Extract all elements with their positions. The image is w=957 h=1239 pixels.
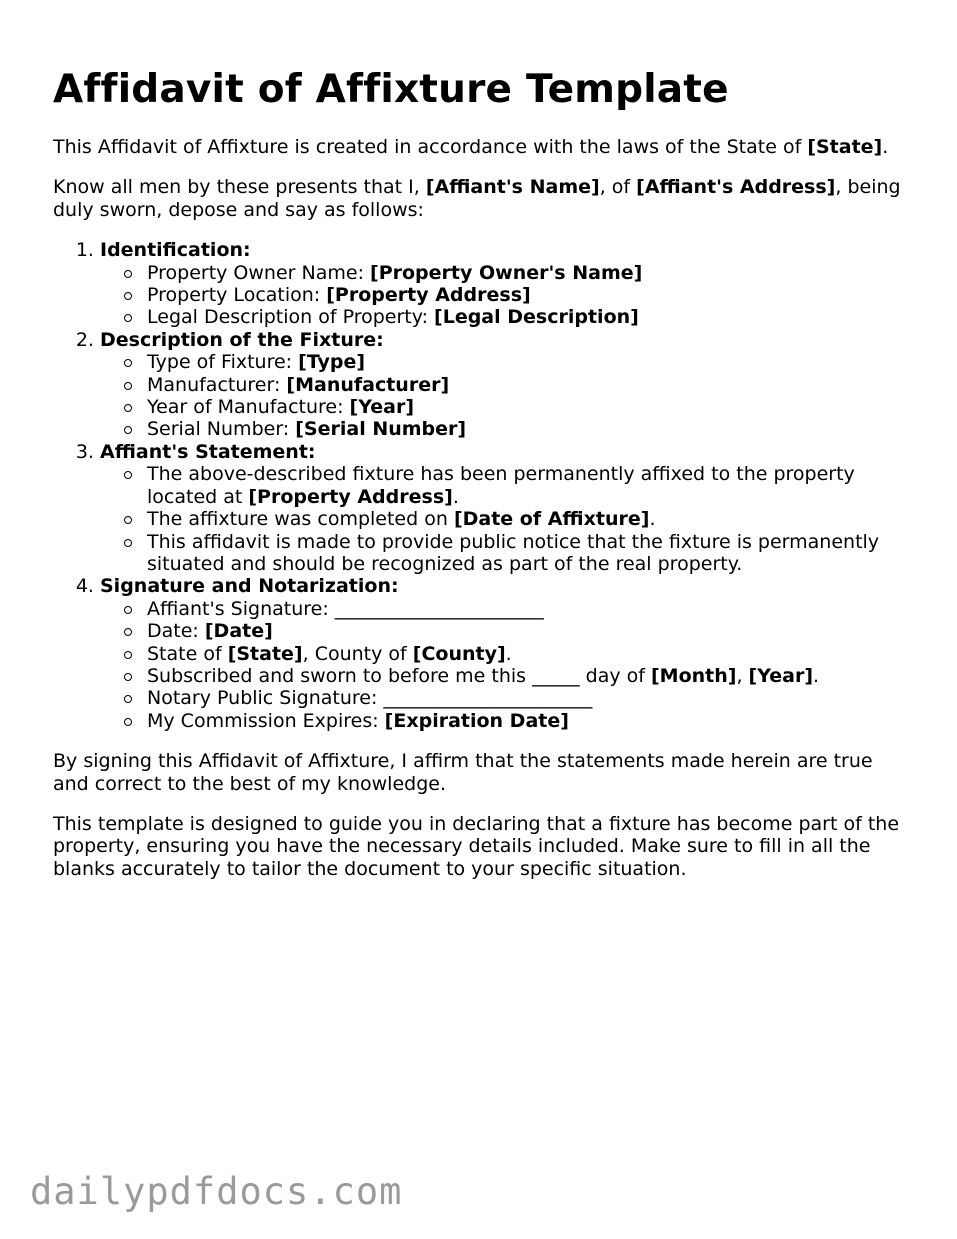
list-item: [147, 262, 913, 284]
list-item: [147, 306, 913, 328]
item-label: Year of Manufacture:: [147, 396, 350, 419]
list-item: [147, 463, 913, 508]
item-end: .: [649, 508, 656, 531]
item-placeholder: [Date of Affixture]: [453, 508, 650, 531]
item-placeholder: [State]: [227, 642, 303, 665]
document-page: [53, 66, 913, 898]
item-placeholder: [Manufacturer]: [286, 373, 450, 396]
item-placeholder: [Year]: [748, 664, 814, 687]
item-text: , County of: [302, 642, 413, 665]
item-end: .: [505, 642, 512, 665]
list-item: [147, 665, 913, 687]
item-text: The affixture was completed on: [147, 508, 454, 531]
item-label: Serial Number:: [147, 418, 296, 441]
item-placeholder: [Year]: [349, 396, 415, 419]
item-text: Affiant's Signature: ______________________: [147, 597, 544, 620]
affiant-address-placeholder: [Affiant's Address]: [636, 176, 836, 199]
watermark: dailypdfdocs.com: [30, 1170, 403, 1213]
sections-list: [53, 239, 913, 732]
item-end: .: [452, 485, 459, 508]
closing-paragraph: By signing this Affidavit of Affixture, I affirm that the statements made herein are true and correct to the best of my knowledge.: [53, 750, 873, 795]
item-text: ,: [736, 664, 749, 687]
notary-signature-line[interactable]: [147, 687, 913, 709]
list-item: [147, 351, 913, 373]
list-item: [147, 284, 913, 306]
item-placeholder: [Legal Description]: [434, 306, 639, 329]
oath-paragraph: [53, 176, 913, 221]
list-item: [147, 710, 913, 732]
section-heading: Description of the Fixture:: [100, 328, 384, 351]
item-placeholder: [Property Owner's Name]: [370, 261, 643, 284]
intro-text: This Affidavit of Affixture is created in accordance with the laws of the State of: [53, 136, 808, 158]
item-placeholder: [County]: [412, 642, 506, 665]
sub-list: [100, 262, 913, 329]
item-placeholder: [Property Address]: [326, 284, 531, 307]
list-item: [147, 531, 913, 576]
affiant-name-placeholder: [Affiant's Name]: [425, 176, 600, 199]
section-heading: Signature and Notarization:: [100, 575, 399, 598]
oath-text-1: Know all men by these presents that I,: [53, 176, 426, 199]
sub-list: [100, 463, 913, 575]
list-item: [147, 508, 913, 530]
item-label: Property Location:: [147, 284, 327, 307]
item-label: Manufacturer:: [147, 373, 287, 396]
sub-list: [100, 351, 913, 441]
section-identification: [100, 239, 913, 329]
section-heading: Identification:: [100, 239, 251, 262]
item-text: Subscribed and sworn to before me this _____ day of: [147, 664, 651, 687]
item-label: Property Owner Name:: [147, 261, 371, 284]
item-text: Notary Public Signature: ______________________: [147, 687, 593, 710]
state-placeholder: [State]: [807, 136, 883, 158]
item-placeholder: [Serial Number]: [295, 418, 467, 441]
item-label: State of: [147, 642, 228, 665]
section-signature-notarization: [100, 575, 913, 732]
affiant-signature-line[interactable]: [147, 598, 913, 620]
list-item: [147, 620, 913, 642]
item-text: This affidavit is made to provide public notice that the fixture is permanently situated and should be recognized as part of the real property.: [147, 530, 880, 575]
list-item: [147, 643, 913, 665]
item-end: .: [813, 664, 820, 687]
sub-list: [100, 598, 913, 732]
oath-text-3: , being duly sworn, depose and say as follows:: [53, 176, 901, 221]
oath-text-2: , of: [599, 176, 637, 199]
intro-end: .: [882, 136, 889, 158]
item-placeholder: [Date]: [204, 620, 273, 643]
list-item: [147, 374, 913, 396]
item-label: Date:: [147, 620, 205, 643]
item-placeholder: [Expiration Date]: [384, 709, 569, 732]
section-heading: Affiant's Statement:: [100, 440, 316, 463]
item-placeholder: [Type]: [298, 351, 366, 374]
page-title: Affidavit of Affixture Template: [53, 67, 729, 112]
intro-paragraph: [53, 136, 913, 158]
item-label: Type of Fixture:: [147, 351, 299, 374]
section-fixture-description: [100, 329, 913, 441]
section-affiant-statement: [100, 441, 913, 575]
item-text: The above-described fixture has been permanently affixed to the property located at: [147, 463, 855, 508]
item-placeholder: [Property Address]: [248, 485, 453, 508]
list-item: [147, 396, 913, 418]
note-paragraph: This template is designed to guide you in declaring that a fixture has become part of the property, ensuring you have the necessary details included. Make sure to fill in all the blanks accurately to tailor the document to your specific situation.: [53, 812, 900, 880]
item-label: Legal Description of Property:: [147, 306, 435, 329]
list-item: [147, 418, 913, 440]
item-label: My Commission Expires:: [147, 709, 385, 732]
item-placeholder: [Month]: [650, 664, 737, 687]
